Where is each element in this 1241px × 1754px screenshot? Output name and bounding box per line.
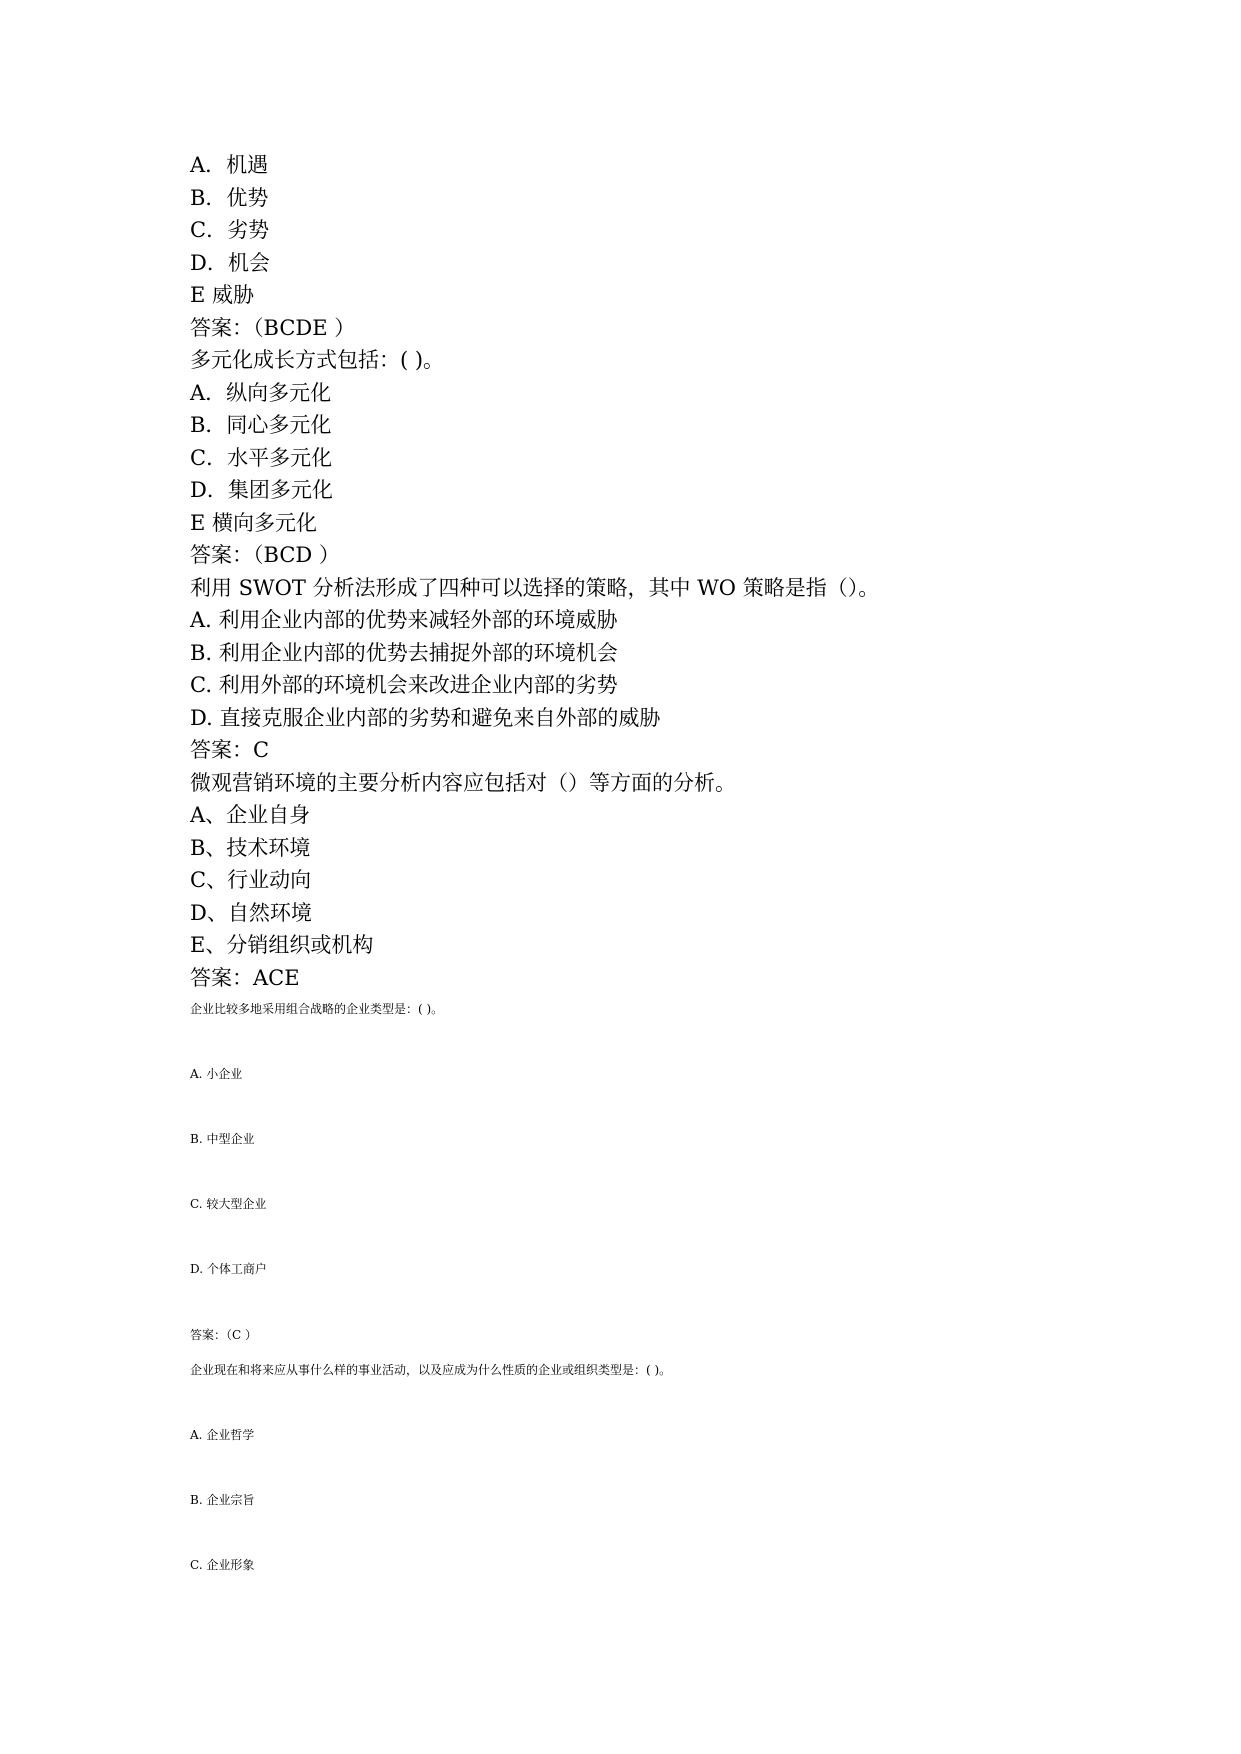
q4-question: 微观营销环境的主要分析内容应包括对（）等方面的分析。 [190, 771, 736, 795]
q5-option-d: D. 个体工商户 [190, 1262, 267, 1276]
q4-option-d: D、自然环境 [190, 901, 312, 925]
q5-question: 企业比较多地采用组合战略的企业类型是：( )。 [190, 1002, 444, 1016]
q6-option-c: C. 企业形象 [190, 1558, 255, 1572]
q2-answer: 答案：（BCD ） [190, 543, 340, 567]
q1-option-b: B．优势 [190, 186, 269, 210]
q5-option-b: B. 中型企业 [190, 1132, 255, 1146]
q2-option-b: B．同心多元化 [190, 413, 332, 437]
q5-option-c: C. 较大型企业 [190, 1197, 267, 1211]
q3-option-c: C. 利用外部的环境机会来改进企业内部的劣势 [190, 673, 618, 697]
q6-option-a: A. 企业哲学 [190, 1428, 255, 1442]
q3-option-d: D. 直接克服企业内部的劣势和避免来自外部的威胁 [190, 706, 661, 730]
q5-option-a: A. 小企业 [190, 1067, 243, 1081]
q2-option-d: D．集团多元化 [190, 478, 333, 502]
q4-option-a: A、企业自身 [190, 803, 311, 827]
q1-option-e: E 威胁 [190, 283, 255, 307]
q4-answer: 答案：ACE [190, 966, 300, 990]
q1-option-c: C．劣势 [190, 218, 270, 242]
q2-question: 多元化成长方式包括：( )。 [190, 348, 445, 372]
q2-option-c: C．水平多元化 [190, 446, 333, 470]
q2-option-e: E 横向多元化 [190, 511, 318, 535]
q6-question: 企业现在和将来应从事什么样的事业活动，以及应成为什么性质的企业或组织类型是：( )。 [190, 1363, 672, 1377]
q1-option-d: D．机会 [190, 251, 270, 275]
q3-option-b: B. 利用企业内部的优势去捕捉外部的环境机会 [190, 641, 618, 665]
q3-option-a: A. 利用企业内部的优势来减轻外部的环境威胁 [190, 608, 618, 632]
q3-answer: 答案：C [190, 738, 270, 762]
q5-answer: 答案：（C ） [190, 1328, 257, 1342]
q3-question: 利用 SWOT 分析法形成了四种可以选择的策略，其中 WO 策略是指（）。 [190, 576, 880, 600]
q1-option-a: A．机遇 [190, 153, 269, 177]
q2-option-a: A．纵向多元化 [190, 381, 332, 405]
q4-option-b: B、技术环境 [190, 836, 311, 860]
q6-option-b: B. 企业宗旨 [190, 1493, 255, 1507]
q4-option-c: C、行业动向 [190, 868, 312, 892]
q1-answer: 答案：（BCDE ） [190, 316, 356, 340]
q4-option-e: E、分销组织或机构 [190, 933, 374, 957]
